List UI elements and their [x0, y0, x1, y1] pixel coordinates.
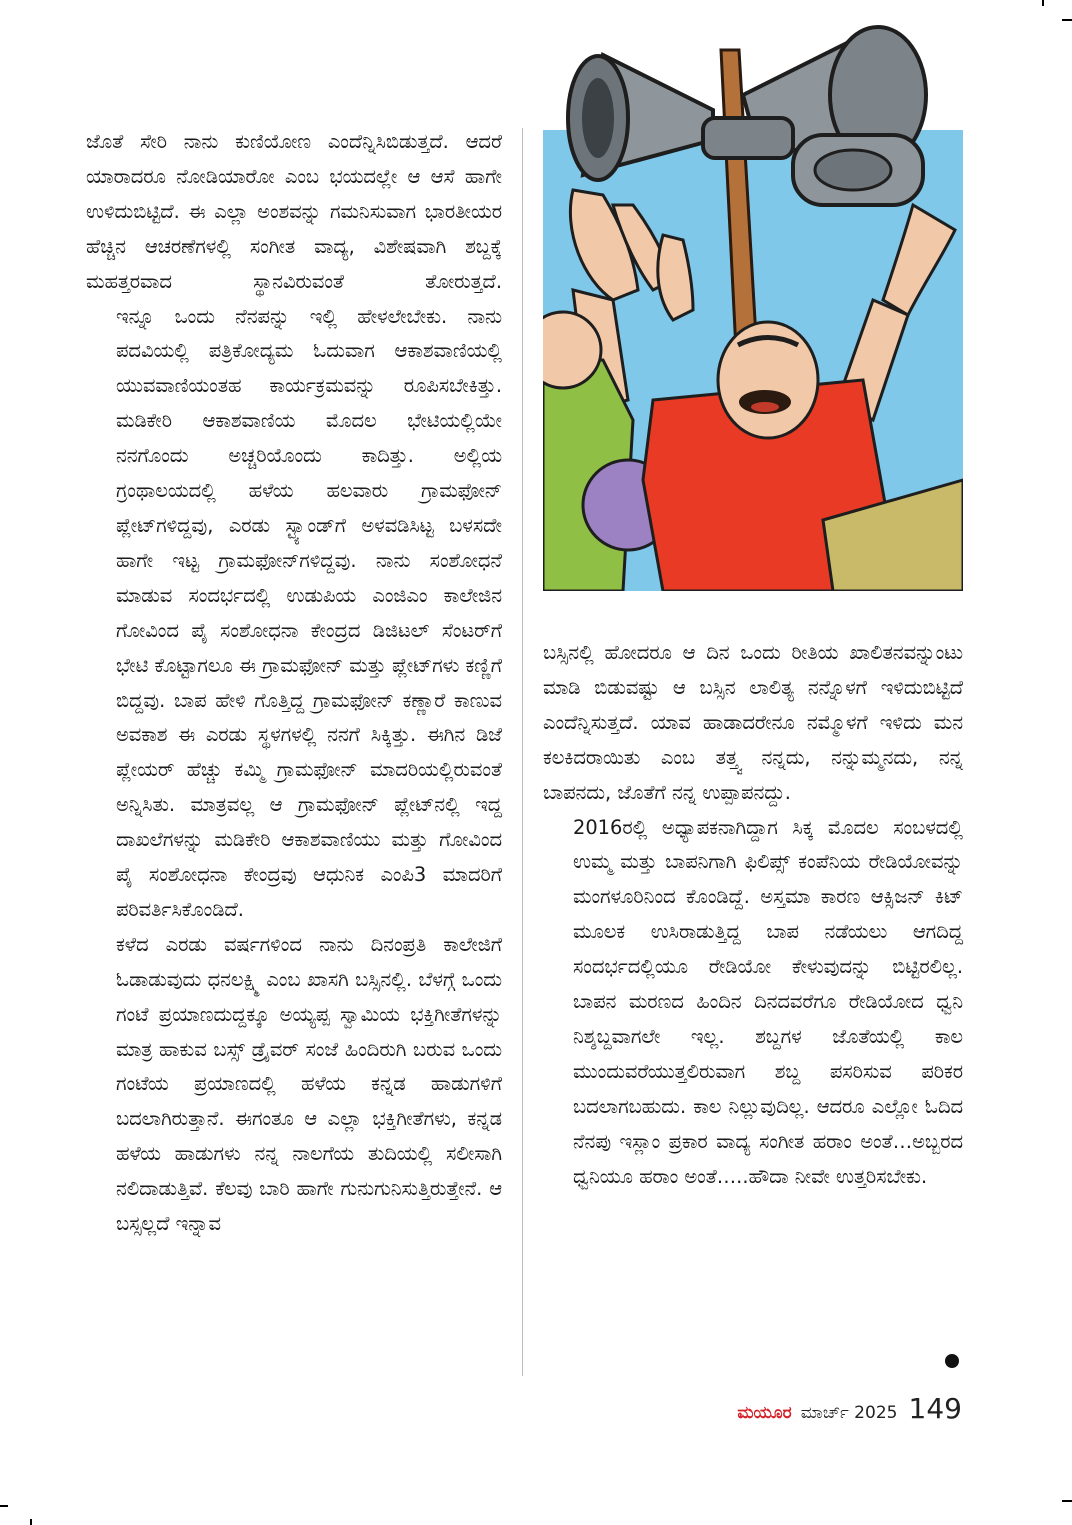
crop-mark-right-upper — [1062, 19, 1072, 21]
magazine-brand: ಮಯೂರ — [737, 1403, 792, 1423]
paragraph: ಕಳೆದ ಎರಡು ವರ್ಷಗಳಿಂದ ನಾನು ದಿನಂಪ್ರತಿ ಕಾಲೇಜಿಗೆ ಓಡಾಡುವುದು ಧನಲಕ್ಷ್ಮಿ ಎಂಬ ಖಾಸಗಿ ಬಸ್ಸಿನಲ್ಲಿ. ಬೆಳಗ್ಗೆ ಒಂದು ಗಂಟೆ ಪ್ರಯಾಣದುದ್ದಕ್ಕೂ ಅಯ್ಯಪ್ಪ ಸ್ವಾಮಿಯ ಭಕ್ತಿಗೀತೆಗಳನ್ನು ಮಾತ್ರ ಹಾಕುವ ಬಸ್ಸ್ ಡ್ರೈವರ್ ಸಂಜೆ ಹಿಂದಿರುಗಿ ಬರುವ ಒಂದು ಗಂಟೆಯ ಪ್ರಯಾಣದಲ್ಲಿ ಹಳೆಯ ಕನ್ನಡ ಹಾಡುಗಳಿಗೆ ಬದಲಾಗಿರುತ್ತಾನೆ. ಈಗಂತೂ ಆ ಎಲ್ಲಾ ಭಕ್ತಿಗೀತೆಗಳು, ಕನ್ನಡ ಹಳೆಯ ಹಾಡುಗಳು ನನ್ನ ನಾಲಗೆಯ ತುದಿಯಲ್ಲಿ ಸಲೀಸಾಗಿ ನಲಿದಾಡುತ್ತಿವೆ. ಕೆಲವು ಬಾರಿ ಹಾಗೇ ಗುನುಗುನಿಸುತ್ತಿರುತ್ತೇನೆ. ಆ ಬಸ್ಸಲ್ಲದೆ ಇನ್ನಾವ — [116, 932, 502, 1236]
paragraph: 2016ರಲ್ಲಿ ಅಧ್ಯಾಪಕನಾಗಿದ್ದಾಗ ಸಿಕ್ಕ ಮೊದಲ ಸಂಬಳದಲ್ಲಿ ಉಮ್ಮ ಮತ್ತು ಬಾಪನಿಗಾಗಿ ಫಿಲಿಪ್ಸ್ ಕಂಪೆನಿಯ ರೇಡಿಯೋವನ್ನು ಮಂಗಳೂರಿನಿಂದ ಕೊಂಡಿದ್ದೆ. ಅಸ್ತಮಾ ಕಾರಣ ಆಕ್ಸಿಜನ್ ಕಿಟ್ ಮೂಲಕ ಉಸಿರಾಡುತ್ತಿದ್ದ ಬಾಪ ನಡೆಯಲು ಆಗದಿದ್ದ ಸಂದರ್ಭದಲ್ಲಿಯೂ ರೇಡಿಯೋ ಕೇಳುವುದನ್ನು ಬಿಟ್ಟಿರಲಿಲ್ಲ. ಬಾಪನ ಮರಣದ ಹಿಂದಿನ ದಿನದವರೆಗೂ ರೇಡಿಯೋದ ಧ್ವನಿ ನಿಶ್ಶಬ್ದವಾಗಲೇ ಇಲ್ಲ. ಶಬ್ದಗಳ ಜೊತೆಯಲ್ಲಿ ಕಾಲ ಮುಂದುವರೆಯುತ್ತಲಿರುವಾಗ ಶಬ್ದ ಪಸರಿಸುವ ಪರಿಕರ ಬದಲಾಗಬಹುದು. ಕಾಲ ನಿಲ್ಲುವುದಿಲ್ಲ. ಆದರೂ ಎಲ್ಲೋ ಓದಿದ ನೆನಪು ಇಸ್ಲಾಂ ಪ್ರಕಾರ ವಾದ್ಯ ಸಂಗೀತ ಹರಾಂ ಅಂತೆ…ಅಬ್ಬರದ ಧ್ವನಿಯೂ ಹರಾಂ ಅಂತೆ…..ಹೌದಾ ನೀವೇ ಉತ್ತರಿಸಬೇಕು. — [573, 815, 963, 1188]
paragraph: ಜೊತೆ ಸೇರಿ ನಾನು ಕುಣಿಯೋಣ ಎಂದೆನ್ನಿಸಿಬಿಡುತ್ತದೆ. ಆದರೆ ಯಾರಾದರೂ ನೋಡಿಯಾರೋ ಎಂಬ ಭಯದಲ್ಲೇ ಆ ಆಸೆ ಹಾಗೇ ಉಳಿದುಬಿಟ್ಟಿದೆ. ಈ ಎಲ್ಲಾ ಅಂಶವನ್ನು ಗಮನಿಸುವಾಗ ಭಾರತೀಯರ ಹೆಚ್ಚಿನ ಆಚರಣೆಗಳಲ್ಲಿ ಸಂಗೀತ ವಾದ್ಯ, ವಿಶೇಷವಾಗಿ ಶಬ್ದಕ್ಕೆ ಮಹತ್ತರವಾದ ಸ್ಥಾನವಿರುವಂತೆ ತೋರುತ್ತದೆ. — [86, 130, 502, 293]
cartoon-illustration — [543, 0, 963, 591]
article-right-column — [543, 636, 963, 1195]
crop-mark-top-right — [1042, 0, 1044, 6]
article-left-column — [86, 125, 502, 1242]
end-of-article-bullet-icon — [945, 1354, 959, 1368]
crop-mark-left-lower — [0, 1505, 8, 1507]
page-footer — [737, 1392, 962, 1425]
paragraph: ಇನ್ನೂ ಒಂದು ನೆನಪನ್ನು ಇಲ್ಲಿ ಹೇಳಲೇಬೇಕು. ನಾನು ಪದವಿಯಲ್ಲಿ ಪತ್ರಿಕೋದ್ಯಮ ಓದುವಾಗ ಆಕಾಶವಾಣಿಯಲ್ಲಿ ಯುವವಾಣಿಯಂತಹ ಕಾರ್ಯಕ್ರಮವನ್ನು ರೂಪಿಸಬೇಕಿತ್ತು. ಮಡಿಕೇರಿ ಆಕಾಶವಾಣಿಯ ಮೊದಲ ಭೇಟಿಯಲ್ಲಿಯೇ ನನಗೊಂದು ಅಚ್ಚರಿಯೊಂದು ಕಾದಿತ್ತು. ಅಲ್ಲಿಯ ಗ್ರಂಥಾಲಯದಲ್ಲಿ ಹಳೆಯ ಹಲವಾರು ಗ್ರಾಮಫೋನ್ ಪ್ಲೇಟ್‌ಗಳಿದ್ದವು, ಎರಡು ಸ್ಟ್ಯಾಂಡ್‌ಗೆ ಅಳವಡಿಸಿಟ್ಟ ಬಳಸದೇ ಹಾಗೇ ಇಟ್ಟ ಗ್ರಾಮಫೋನ್‌ಗಳಿದ್ದವು. ನಾನು ಸಂಶೋಧನೆ ಮಾಡುವ ಸಂದರ್ಭದಲ್ಲಿ ಉಡುಪಿಯ ಎಂಜಿಎಂ ಕಾಲೇಜಿನ ಗೋವಿಂದ ಪೈ ಸಂಶೋಧನಾ ಕೇಂದ್ರದ ಡಿಜಿಟಲ್ ಸೆಂಟರ್‌ಗೆ ಭೇಟಿ ಕೊಟ್ಟಾಗಲೂ ಈ ಗ್ರಾಮಫೋನ್ ಮತ್ತು ಪ್ಲೇಟ್‌ಗಳು ಕಣ್ಣಿಗೆ ಬಿದ್ದವು. ಬಾಪ ಹೇಳಿ ಗೊತ್ತಿದ್ದ ಗ್ರಾಮಫೋನ್ ಕಣ್ಣಾರೆ ಕಾಣುವ ಅವಕಾಶ ಈ ಎರಡು ಸ್ಥಳಗಳಲ್ಲಿ ನನಗೆ ಸಿಕ್ಕಿತ್ತು. ಈಗಿನ ಡಿಜೆ ಪ್ಲೇಯರ್ ಹೆಚ್ಚು ಕಮ್ಮಿ ಗ್ರಾಮಫೋನ್ ಮಾದರಿಯಲ್ಲಿರುವಂತೆ ಅನ್ನಿಸಿತು. ಮಾತ್ರವಲ್ಲ ಆ ಗ್ರಾಮಫೋನ್ ಪ್ಲೇಟ್‌ನಲ್ಲಿ ಇದ್ದ ದಾಖಲೆಗಳನ್ನು ಮಡಿಕೇರಿ ಆಕಾಶವಾಣಿಯು ಮತ್ತು ಗೋವಿಂದ ಪೈ ಸಂಶೋಧನಾ ಕೇಂದ್ರವು ಆಧುನಿಕ ಎಂಪಿ3 ಮಾದರಿಗೆ ಪರಿವರ್ತಿಸಿಕೊಂಡಿದೆ. — [116, 304, 502, 921]
crop-mark-right-lower — [1062, 1500, 1072, 1502]
column-divider — [522, 128, 523, 1376]
paragraph: ಬಸ್ಸಿನಲ್ಲಿ ಹೋದರೂ ಆ ದಿನ ಒಂದು ರೀತಿಯ ಖಾಲಿತನವನ್ನುಂಟು ಮಾಡಿ ಬಿಡುವಷ್ಟು ಆ ಬಸ್ಸಿನ ಲಾಲಿತ್ಯ ನನ್ನೊಳಗೆ ಇಳಿದುಬಿಟ್ಟಿದೆ ಎಂದೆನ್ನಿಸುತ್ತದೆ. ಯಾವ ಹಾಡಾದರೇನೂ ನಮ್ಮೊಳಗೆ ಇಳಿದು ಮನ ಕಲಕಿದರಾಯಿತು ಎಂಬ ತತ್ತ್ವ ನನ್ನದು, ನನ್ನುಮ್ಮನದು, ನನ್ನ ಬಾಪನದು, ಜೊತೆಗೆ ನನ್ನ ಉಪ್ಪಾಪನದ್ದು. — [543, 641, 963, 804]
page-number: 149 — [908, 1392, 962, 1425]
issue-date: ಮಾರ್ಚ್ 2025 — [800, 1403, 898, 1423]
crop-mark-bottom-left — [30, 1519, 32, 1525]
